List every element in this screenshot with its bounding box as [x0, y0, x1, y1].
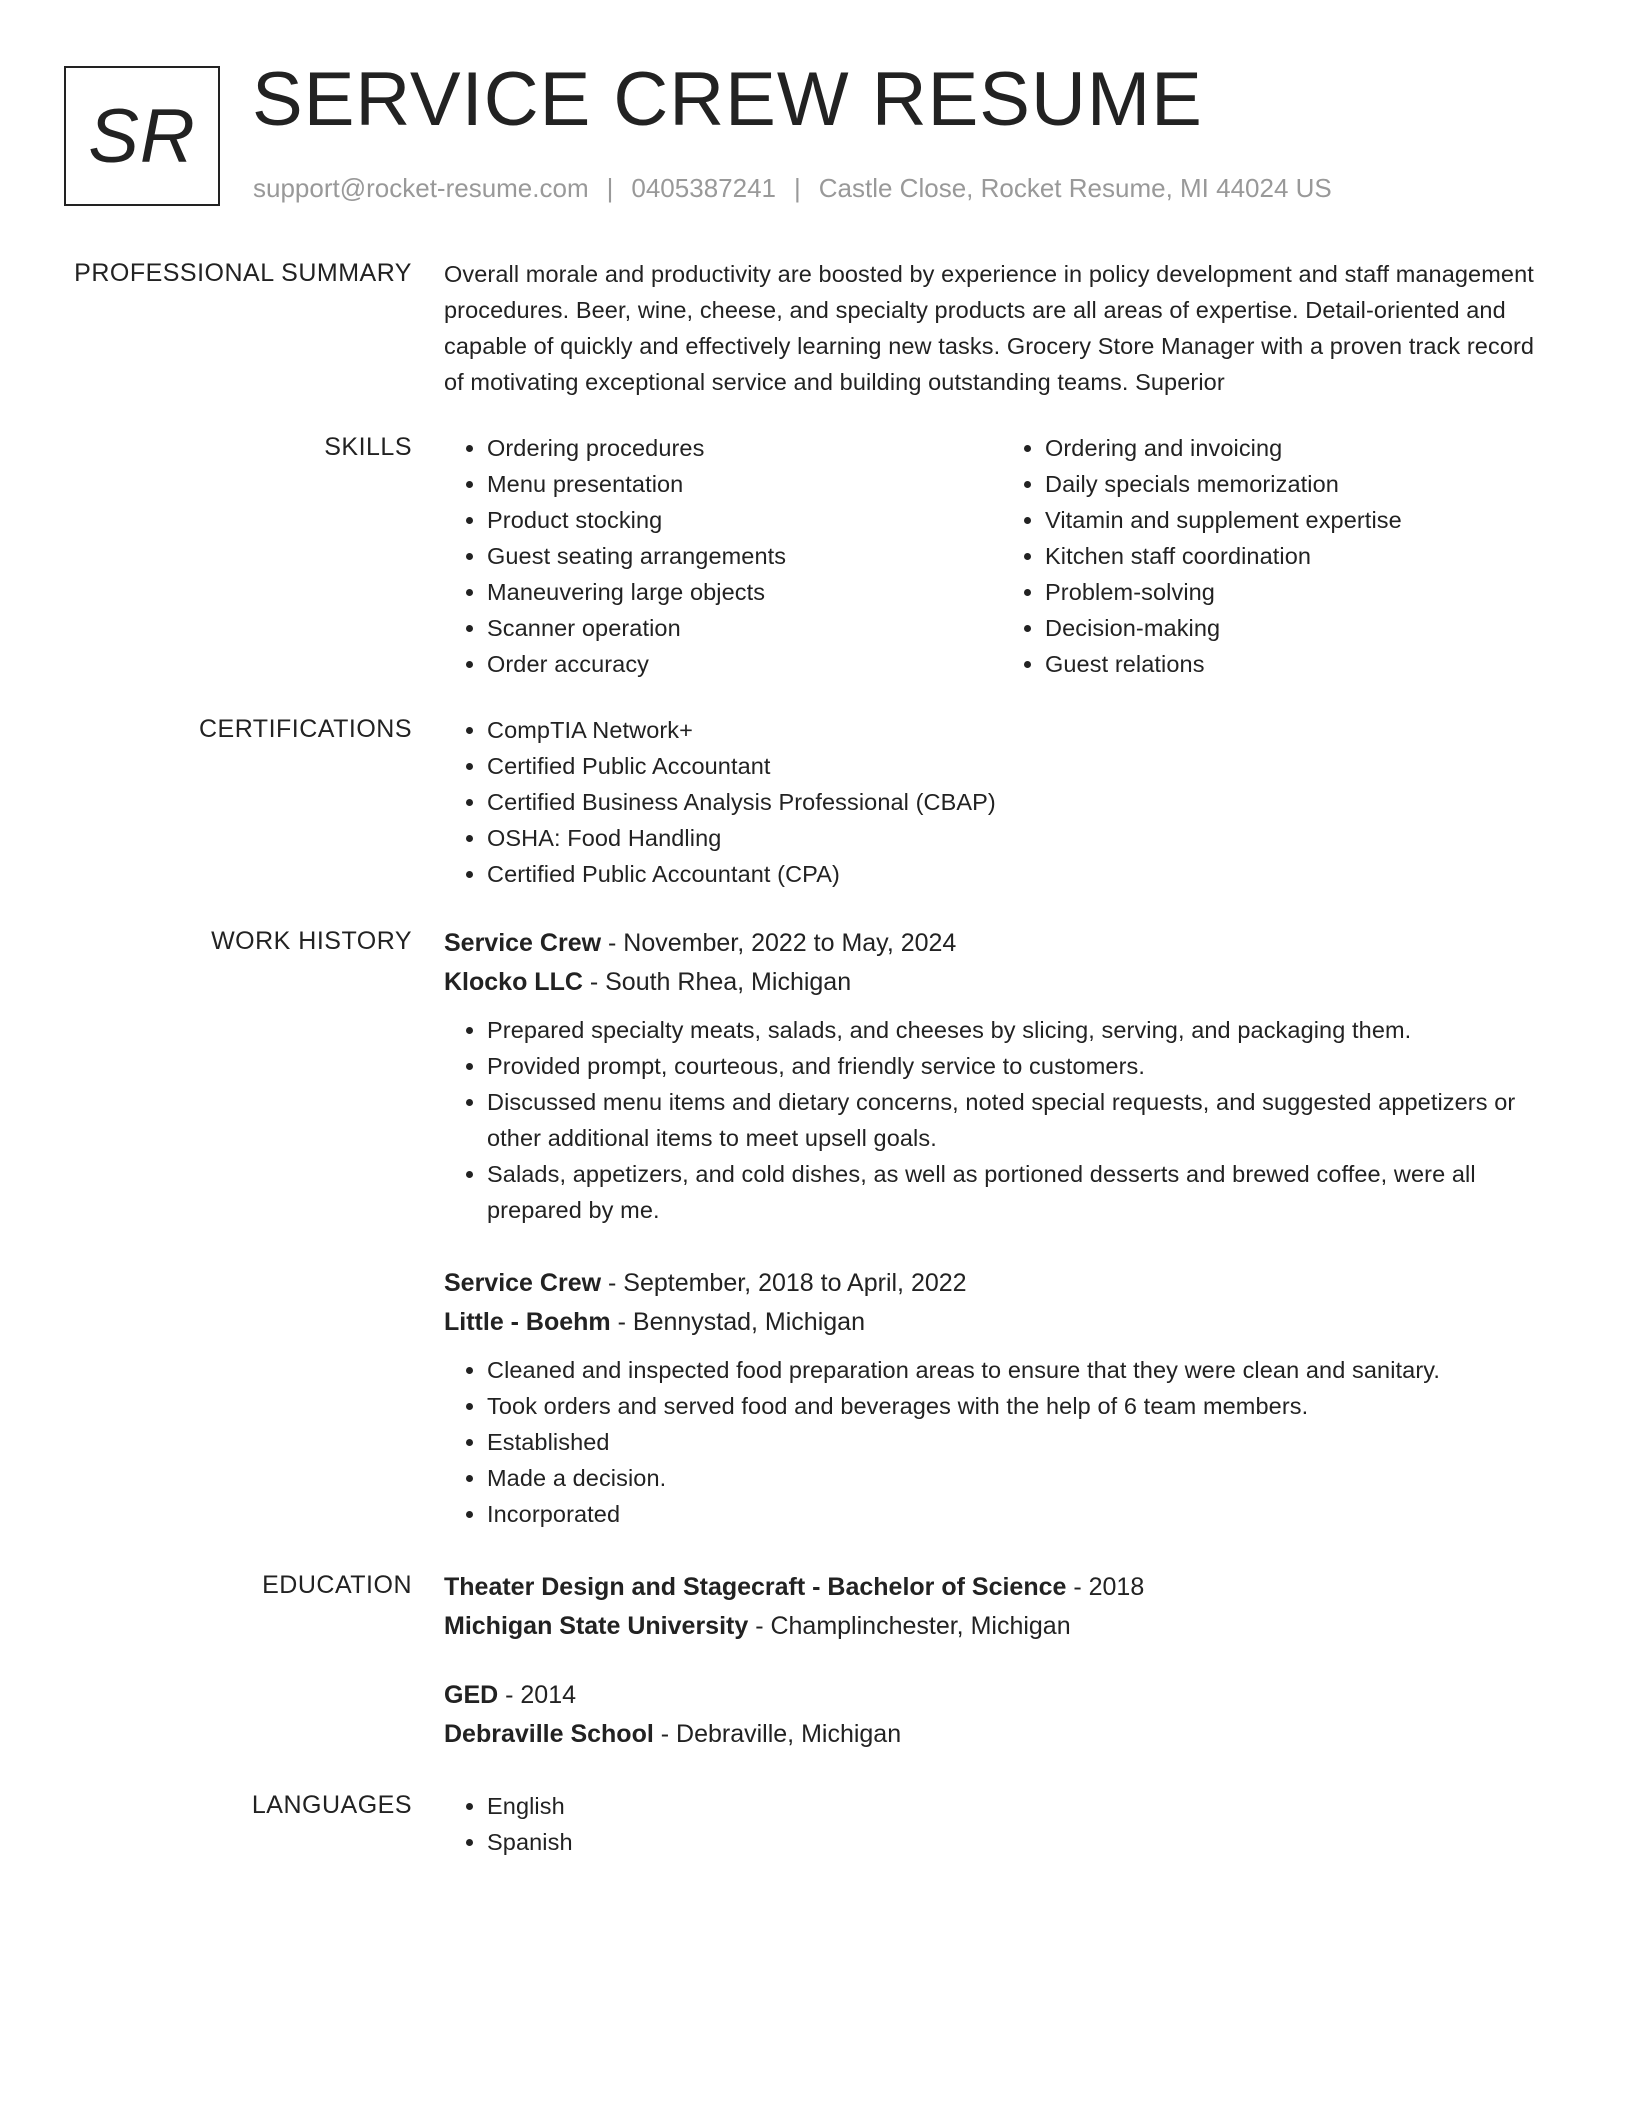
language-item: • English — [487, 1788, 1560, 1824]
summary-heading: PROFESSIONAL SUMMARY — [74, 259, 412, 287]
education-degree-line — [444, 1568, 1560, 1607]
job-title-line — [444, 924, 1560, 963]
job-company-line — [444, 963, 1560, 1002]
job-location: - Bennystad, Michigan — [610, 1308, 865, 1336]
skill-item: • Kitchen staff coordination — [1045, 538, 1560, 574]
skill-item: • Decision-making — [1045, 610, 1560, 646]
skill-item: • Vitamin and supplement expertise — [1045, 502, 1560, 538]
education-degree-line — [444, 1676, 1560, 1715]
skill-item: • Menu presentation — [487, 466, 1002, 502]
education-entry — [444, 1676, 1560, 1754]
education-school: Debraville School — [444, 1720, 654, 1748]
education-heading: EDUCATION — [262, 1571, 412, 1599]
education-year: - 2018 — [1066, 1573, 1145, 1601]
contact-address: Castle Close, Rocket Resume, MI 44024 US — [818, 173, 1332, 203]
skills-right-list — [1002, 430, 1560, 682]
languages-heading: LANGUAGES — [251, 1791, 412, 1819]
job-duty-item: • Salads, appetizers, and cold dishes, as well as portioned desserts and brewed coffee, were all prepared by me. — [487, 1156, 1560, 1228]
education-school-line — [444, 1607, 1560, 1646]
education-location: - Debraville, Michigan — [653, 1720, 902, 1748]
education-school: Michigan State University — [444, 1612, 749, 1640]
job-company: Little - Boehm — [444, 1308, 611, 1336]
skill-item: • Product stocking — [487, 502, 1002, 538]
skill-item: • Scanner operation — [487, 610, 1002, 646]
job-dates: - November, 2022 to May, 2024 — [601, 929, 957, 957]
education-degree: GED — [444, 1681, 499, 1709]
job-duty-item: • Made a decision. — [487, 1460, 1560, 1496]
skills-heading: SKILLS — [324, 433, 412, 461]
education-degree: Theater Design and Stagecraft - Bachelor of Science — [444, 1573, 1067, 1601]
job-duty-item: • Prepared specialty meats, salads, and cheeses by slicing, serving, and packaging them. — [487, 1012, 1560, 1048]
job-duty-item: • Provided prompt, courteous, and friendly service to customers. — [487, 1048, 1560, 1084]
job-duty-item: • Took orders and served food and beverages with the help of 6 team members. — [487, 1388, 1560, 1424]
skill-item: • Guest seating arrangements — [487, 538, 1002, 574]
languages-list — [444, 1788, 1560, 1860]
education-entry — [444, 1568, 1560, 1646]
job-company-line — [444, 1303, 1560, 1342]
job-duties-list — [444, 1012, 1560, 1228]
education-school-line — [444, 1715, 1560, 1754]
certifications-heading: CERTIFICATIONS — [198, 715, 412, 743]
skill-item: • Daily specials memorization — [1045, 466, 1560, 502]
work-history-heading: WORK HISTORY — [211, 927, 412, 955]
job-duty-item: • Established — [487, 1424, 1560, 1460]
job-duty-item: • Cleaned and inspected food preparation areas to ensure that they were clean and sanitary. — [487, 1352, 1560, 1388]
certification-item: • OSHA: Food Handling — [487, 820, 1560, 856]
skill-item: • Guest relations — [1045, 646, 1560, 682]
certification-item: • Certified Public Accountant — [487, 748, 1560, 784]
certifications-list — [444, 712, 1560, 892]
certification-item: • Certified Business Analysis Professional (CBAP) — [487, 784, 1560, 820]
job-role: Service Crew — [444, 1269, 602, 1297]
job-duty-item: • Incorporated — [487, 1496, 1560, 1532]
contact-phone: 0405387241 — [631, 173, 776, 203]
job-duties-list — [444, 1352, 1560, 1532]
job-company: Klocko LLC — [444, 968, 583, 996]
language-item: • Spanish — [487, 1824, 1560, 1860]
job-duty-item: • Discussed menu items and dietary concerns, noted special requests, and suggested appetizers or other additional items to meet upsell goals. — [487, 1084, 1560, 1156]
skill-item: • Ordering and invoicing — [1045, 430, 1560, 466]
summary-text: Overall morale and productivity are boosted by experience in policy development and staff management procedures. Beer, wine, cheese, and specialty products are all areas of expertise. Detail-oriented and capable of quickly and effectively learning new tasks. Grocery Store Manager with a proven track record of motivating exceptional service and building outstanding teams. Superior — [444, 261, 1535, 395]
contact-line — [253, 172, 1332, 204]
job-entry — [444, 1264, 1560, 1532]
skill-item: • Maneuvering large objects — [487, 574, 1002, 610]
job-entry — [444, 924, 1560, 1228]
skill-item: • Order accuracy — [487, 646, 1002, 682]
certification-item: • CompTIA Network+ — [487, 712, 1560, 748]
education-year: - 2014 — [498, 1681, 577, 1709]
monogram-logo: SR — [64, 66, 220, 206]
skill-item: • Problem-solving — [1045, 574, 1560, 610]
contact-email: support@rocket-resume.com — [253, 173, 589, 203]
contact-separator: | — [794, 173, 801, 203]
certification-item: • Certified Public Accountant (CPA) — [487, 856, 1560, 892]
job-dates: - September, 2018 to April, 2022 — [601, 1269, 967, 1297]
resume-title: SERVICE CREW RESUME — [252, 57, 1203, 142]
skill-item: • Ordering procedures — [487, 430, 1002, 466]
job-location: - South Rhea, Michigan — [582, 968, 852, 996]
contact-separator: | — [606, 173, 614, 203]
skills-left-list — [444, 430, 1002, 682]
education-location: - Champlinchester, Michigan — [748, 1612, 1071, 1640]
job-role: Service Crew — [444, 929, 602, 957]
job-title-line — [444, 1264, 1560, 1303]
